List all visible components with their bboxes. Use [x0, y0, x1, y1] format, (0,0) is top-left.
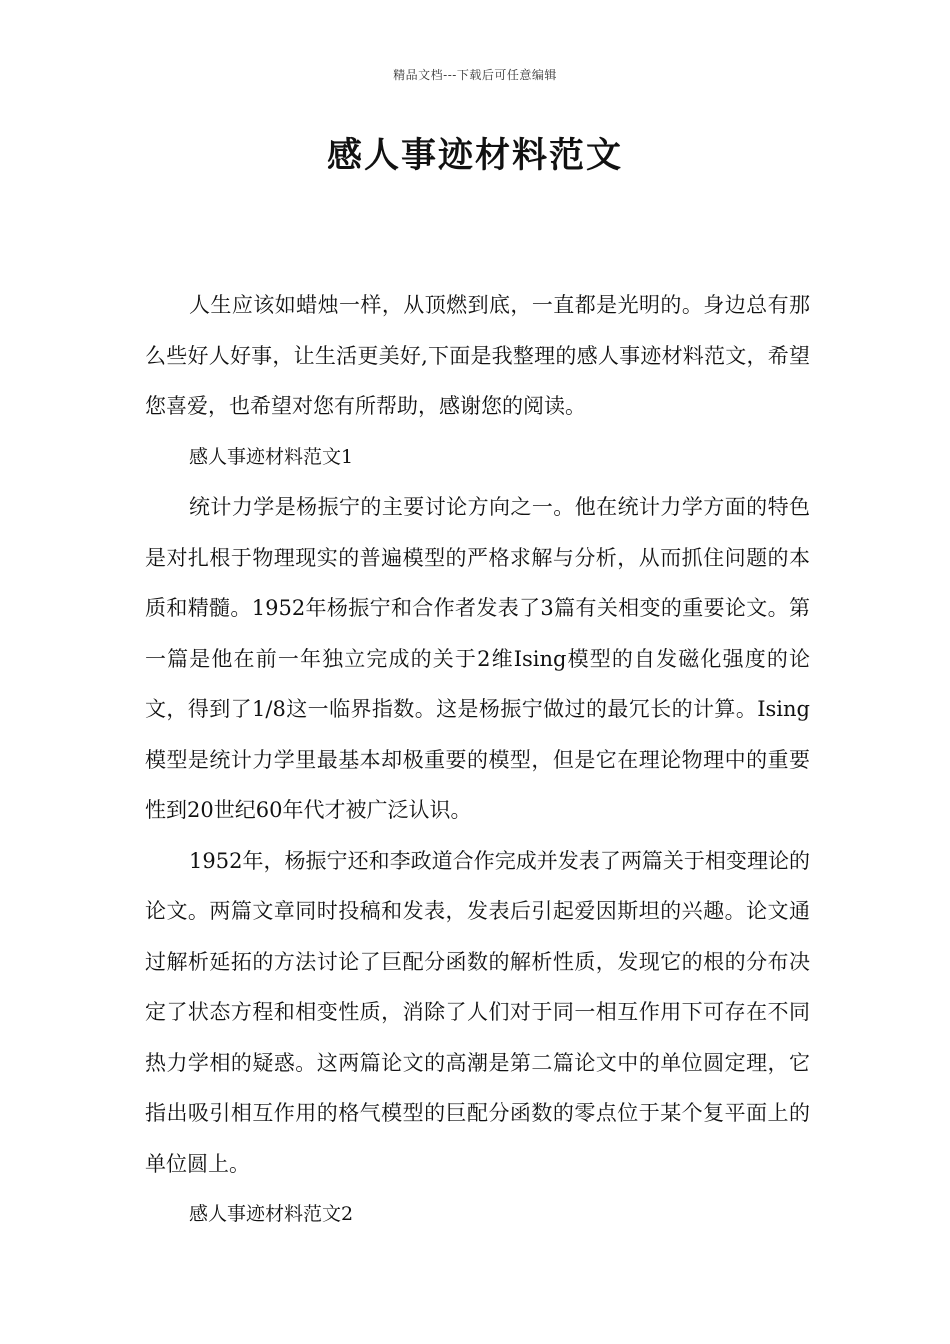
- header-note: 精品文档---下载后可任意编辑: [393, 68, 557, 82]
- section-1-paragraph-2: 1952年，杨振宁还和李政道合作完成并发表了两篇关于相变理论的论文。两篇文章同时投稿和发表，发表后引起爱因斯坦的兴趣。论文通过解析延拓的方法讨论了巨配分函数的解析性质，发现它的根的分布决定了状态方程和相变性质，消除了人们对于同一相互作用下可存在不同热力学相的疑惑。这两篇论文的高潮是第二篇论文中的单位圆定理，它指出吸引相互作用的格气模型的巨配分函数的零点位于某个复平面上的单位圆上。: [145, 848, 810, 1176]
- document-body: [145, 280, 810, 1240]
- section-2-heading: 感人事迹材料范文2: [189, 1203, 354, 1225]
- intro-paragraph: 人生应该如蜡烛一样，从顶燃到底，一直都是光明的。身边总有那么些好人好事，让生活更美好,下面是我整理的感人事迹材料范文，希望您喜爱，也希望对您有所帮助，感谢您的阅读。: [145, 293, 810, 418]
- section-1-paragraph-1: 统计力学是杨振宁的主要讨论方向之一。他在统计力学方面的特色是对扎根于物理现实的普遍模型的严格求解与分析，从而抓住问题的本质和精髓。1952年杨振宁和合作者发表了3篇有关相变的重要论文。第一篇是他在前一年独立完成的关于2维Ising模型的自发磁化强度的论文，得到了1/8这一临界指数。这是杨振宁做过的最冗长的计算。Ising模型是统计力学里最基本却极重要的模型，但是它在理论物理中的重要性到20世纪60年代才被广泛认识。: [145, 495, 810, 822]
- document-title: 感人事迹材料范文: [326, 135, 623, 176]
- section-1-heading: 感人事迹材料范文1: [189, 445, 354, 468]
